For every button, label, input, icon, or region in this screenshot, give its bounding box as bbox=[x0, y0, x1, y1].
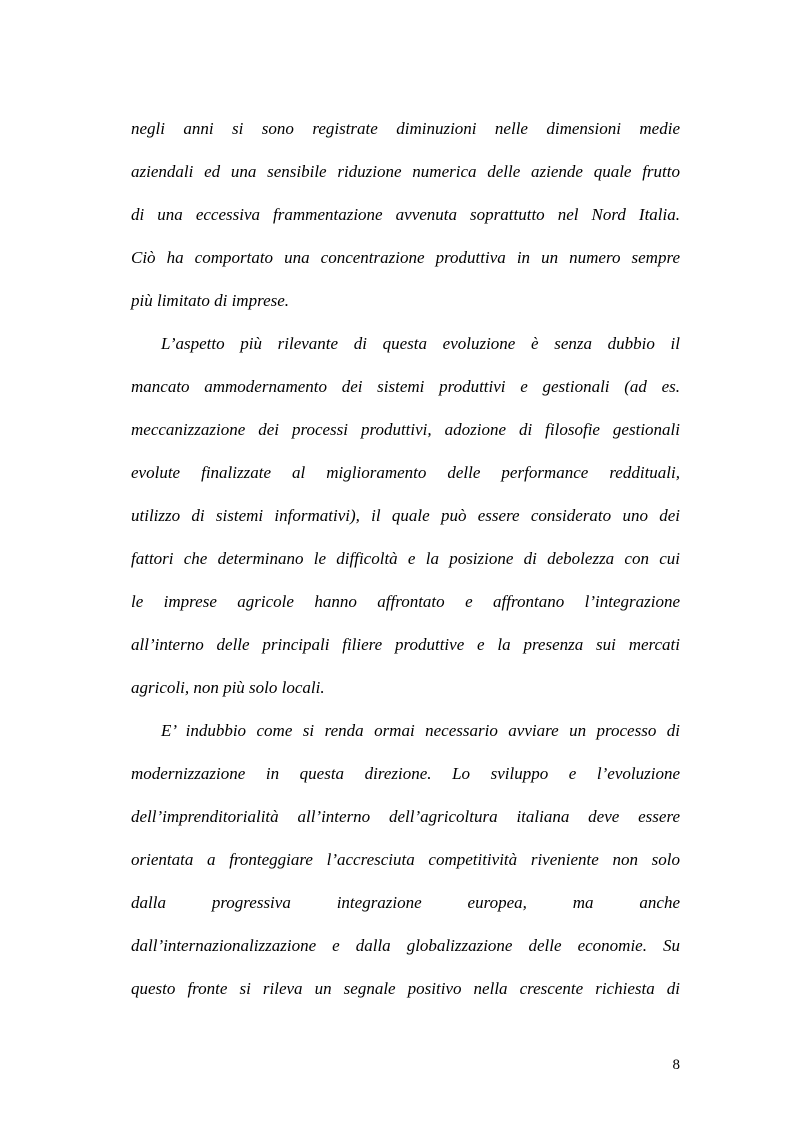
text-line: modernizzazione in questa direzione. Lo sviluppo e l’evoluzione bbox=[131, 764, 680, 783]
paragraph-2 bbox=[131, 322, 680, 709]
page-number: 8 bbox=[672, 1057, 680, 1073]
text-line: aziendali ed una sensibile riduzione numerica delle aziende quale frutto bbox=[131, 162, 680, 181]
text-line: dalla progressiva integrazione europea, ma anche bbox=[131, 893, 680, 912]
text-line: orientata a fronteggiare l’accresciuta competitività riveniente non solo bbox=[131, 850, 680, 869]
text-line: dell’imprenditorialità all’interno dell’agricoltura italiana deve essere bbox=[131, 807, 680, 826]
text-line: L’aspetto più rilevante di questa evoluzione è senza dubbio il bbox=[161, 334, 680, 353]
text-line: le imprese agricole hanno affrontato e affrontano l’integrazione bbox=[131, 592, 680, 611]
text-line: questo fronte si rileva un segnale positivo nella crescente richiesta di bbox=[131, 979, 680, 998]
text-line: all’interno delle principali filiere produttive e la presenza sui mercati bbox=[131, 635, 680, 654]
text-line: E’ indubbio come si renda ormai necessario avviare un processo di bbox=[161, 721, 680, 740]
text-line: utilizzo di sistemi informativi), il quale può essere considerato uno dei bbox=[131, 506, 680, 525]
text-line: meccanizzazione dei processi produttivi, adozione di filosofie gestionali bbox=[131, 420, 680, 439]
text-line: fattori che determinano le difficoltà e la posizione di debolezza con cui bbox=[131, 549, 680, 568]
paragraph-3 bbox=[131, 709, 680, 1010]
text-line: di una eccessiva frammentazione avvenuta soprattutto nel Nord Italia. bbox=[131, 205, 680, 224]
text-line: dall’internazionalizzazione e dalla globalizzazione delle economie. Su bbox=[131, 936, 680, 955]
text-line: negli anni si sono registrate diminuzioni nelle dimensioni medie bbox=[131, 119, 680, 138]
text-line: agricoli, non più solo locali. bbox=[131, 678, 325, 697]
body-text bbox=[131, 107, 680, 1010]
text-line: Ciò ha comportato una concentrazione produttiva in un numero sempre bbox=[131, 248, 680, 267]
text-line: più limitato di imprese. bbox=[131, 291, 290, 310]
paragraph-1 bbox=[131, 107, 680, 322]
text-line: mancato ammodernamento dei sistemi produttivi e gestionali (ad es. bbox=[131, 377, 680, 396]
text-line: evolute finalizzate al miglioramento delle performance reddituali, bbox=[131, 463, 680, 482]
